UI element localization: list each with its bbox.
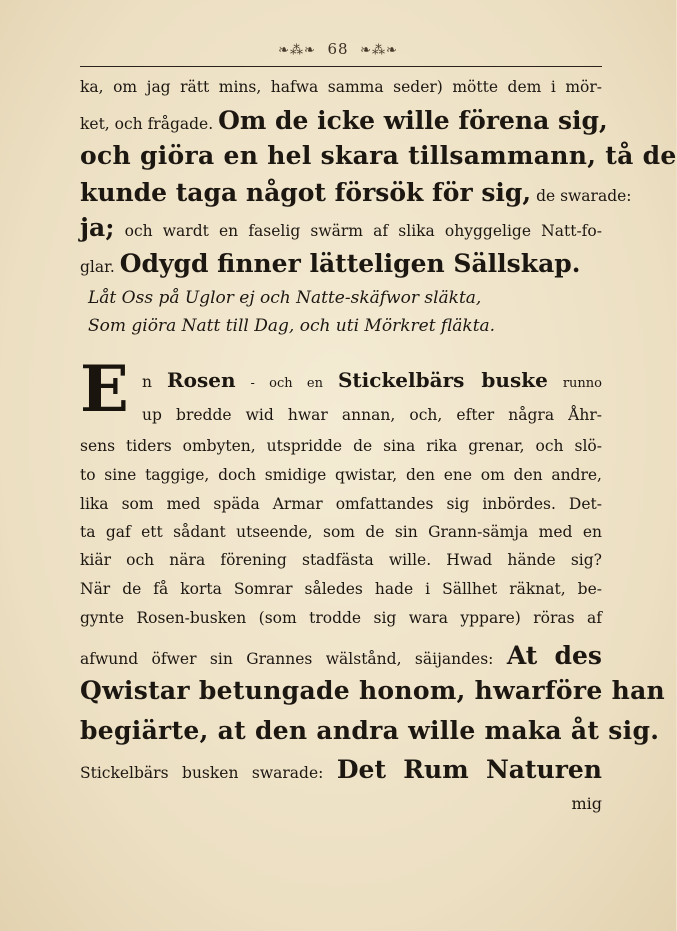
emphasis-span: ja; <box>80 213 115 242</box>
verse-line: Låt Oss på Uglor ej och Natte-skäfwor släkta, <box>88 288 482 308</box>
text-line: sens tiders ombyten, utspridde de sina rika grenar, och slö- <box>80 437 602 455</box>
text-line: ta gaf ett sådant utseende, som de sin Grann-sämja med en <box>80 523 602 541</box>
emphasis-span: Det Rum Naturen <box>336 755 602 784</box>
text-line: up bredde wid hwar annan, och, efter några Åhr- <box>142 406 602 424</box>
text-line <box>80 643 602 668</box>
catchword: mig <box>571 794 602 813</box>
text-span: och wardt en faselig swärm af slika ohyggelige Natt-fo- <box>124 222 602 240</box>
text-span: - och en <box>250 376 323 391</box>
emphasis-span: At des <box>506 641 602 670</box>
proverb-span: Odygd finner lätteligen Sällskap. <box>119 249 581 278</box>
emphasis-span: kunde taga något försök för sig, <box>80 178 532 207</box>
text-span: Stickelbärs busken swarade: <box>80 764 324 782</box>
text-line <box>80 215 602 240</box>
text-line: kiär och nära förening stadfästa wille. Hwad hände sig? <box>80 551 602 569</box>
text-line <box>80 106 608 135</box>
text-line <box>80 757 602 782</box>
emphasis-span: Om de icke wille förena sig, <box>218 106 608 135</box>
text-span: runno <box>562 376 602 391</box>
text-span: afwund öfwer sin Grannes wälstånd, säijandes: <box>80 650 494 668</box>
text-span: ket, och frågade. <box>80 115 214 133</box>
text-line <box>80 251 602 276</box>
text-line: lika som med späda Armar omfattandes sig inbördes. Det- <box>80 495 602 513</box>
text-line: begiärte, at den andra wille maka åt sig. <box>80 716 660 745</box>
text-line: När de få korta Somrar således hade i Sällhet räknat, be- <box>80 580 602 598</box>
page-header <box>0 40 676 58</box>
text-line: gynte Rosen-busken (som trodde sig wara yppare) röras af <box>80 609 602 627</box>
header-rule <box>80 66 602 67</box>
text-line: to sine taggige, doch smidige qwistar, den ene om den andre, <box>80 466 602 484</box>
text-line <box>142 370 602 391</box>
verse-line: Som giöra Natt till Dag, och uti Mörkret fläkta. <box>88 316 496 336</box>
text-line: och giöra en hel skara tillsammann, tå de <box>80 141 677 170</box>
drop-cap: E <box>80 352 129 427</box>
text-line: Qwistar betungade honom, hwarföre han <box>80 676 666 705</box>
text-line: ka, om jag rätt mins, hafwa samma seder) mötte dem i mör- <box>80 78 602 96</box>
header-ornament-right: ❧⁂❧ <box>360 43 398 58</box>
text-span: n <box>142 373 152 391</box>
text-line <box>80 178 632 207</box>
emphasis-span: Rosen <box>167 368 236 392</box>
text-span: de swarade: <box>536 187 632 205</box>
emphasis-span: Stickelbärs buske <box>337 368 548 392</box>
page-number: 68 <box>327 40 349 58</box>
header-ornament-left: ❧⁂❧ <box>278 43 316 58</box>
text-span: glar. <box>80 258 115 276</box>
